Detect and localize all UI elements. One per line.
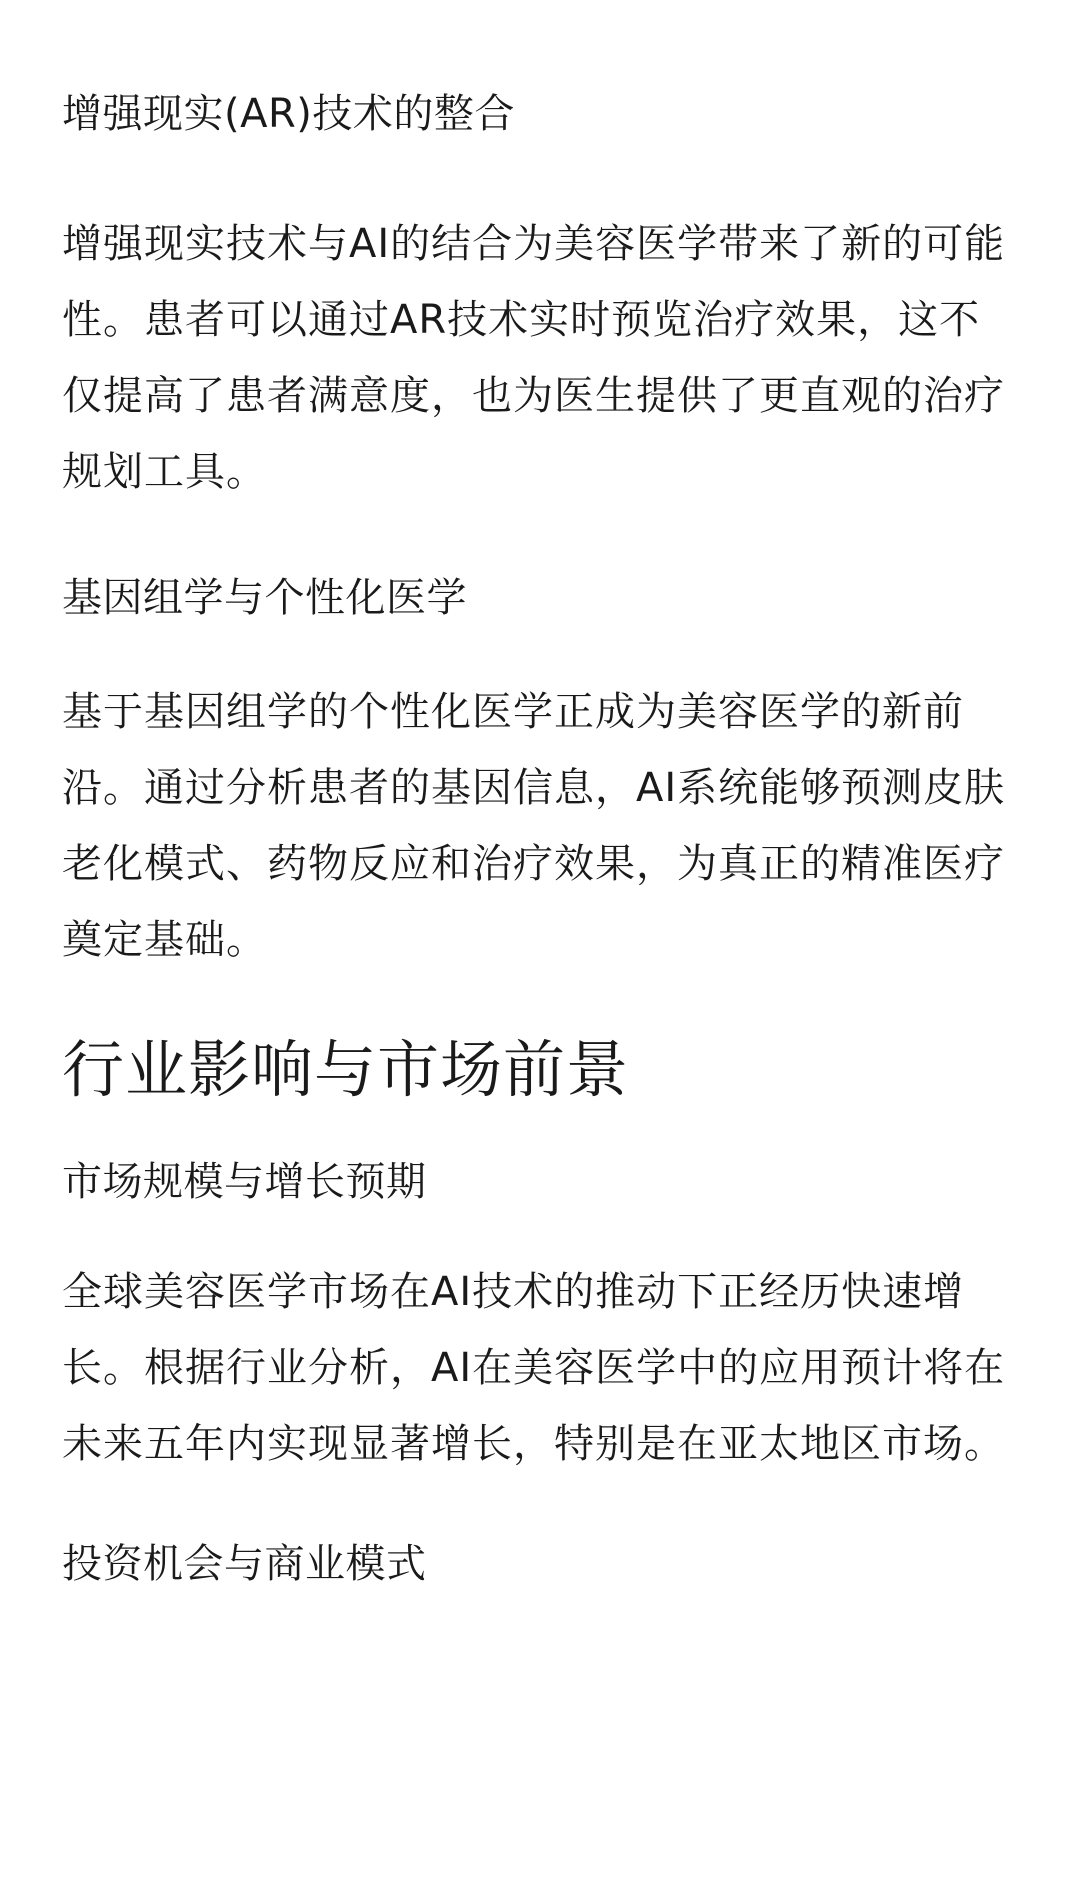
subheading-market-size: 市场规模与增长预期 bbox=[62, 1159, 427, 1205]
subheading-ar-integration: 增强现实(AR)技术的整合 bbox=[62, 91, 515, 137]
paragraph-market-size: 全球美容医学市场在AI技术的推动下正经历快速增长。根据行业分析，AI在美容医学中的应用预计将在未来五年内实现显著增长，特别是在亚太地区市场。 bbox=[62, 1269, 1006, 1467]
subheading-genomics: 基因组学与个性化医学 bbox=[62, 575, 467, 621]
subheading-investment: 投资机会与商业模式 bbox=[62, 1541, 427, 1587]
section-heading-industry-impact: 行业影响与市场前景 bbox=[62, 1033, 630, 1106]
article-body bbox=[0, 86, 1080, 1592]
paragraph-genomics: 基于基因组学的个性化医学正成为美容医学的新前沿。通过分析患者的基因信息，AI系统能够预测皮肤老化模式、药物反应和治疗效果，为真正的精准医疗奠定基础。 bbox=[62, 689, 1006, 963]
paragraph-ar-integration: 增强现实技术与AI的结合为美容医学带来了新的可能性。患者可以通过AR技术实时预览治疗效果，这不仅提高了患者满意度，也为医生提供了更直观的治疗规划工具。 bbox=[62, 221, 1006, 495]
